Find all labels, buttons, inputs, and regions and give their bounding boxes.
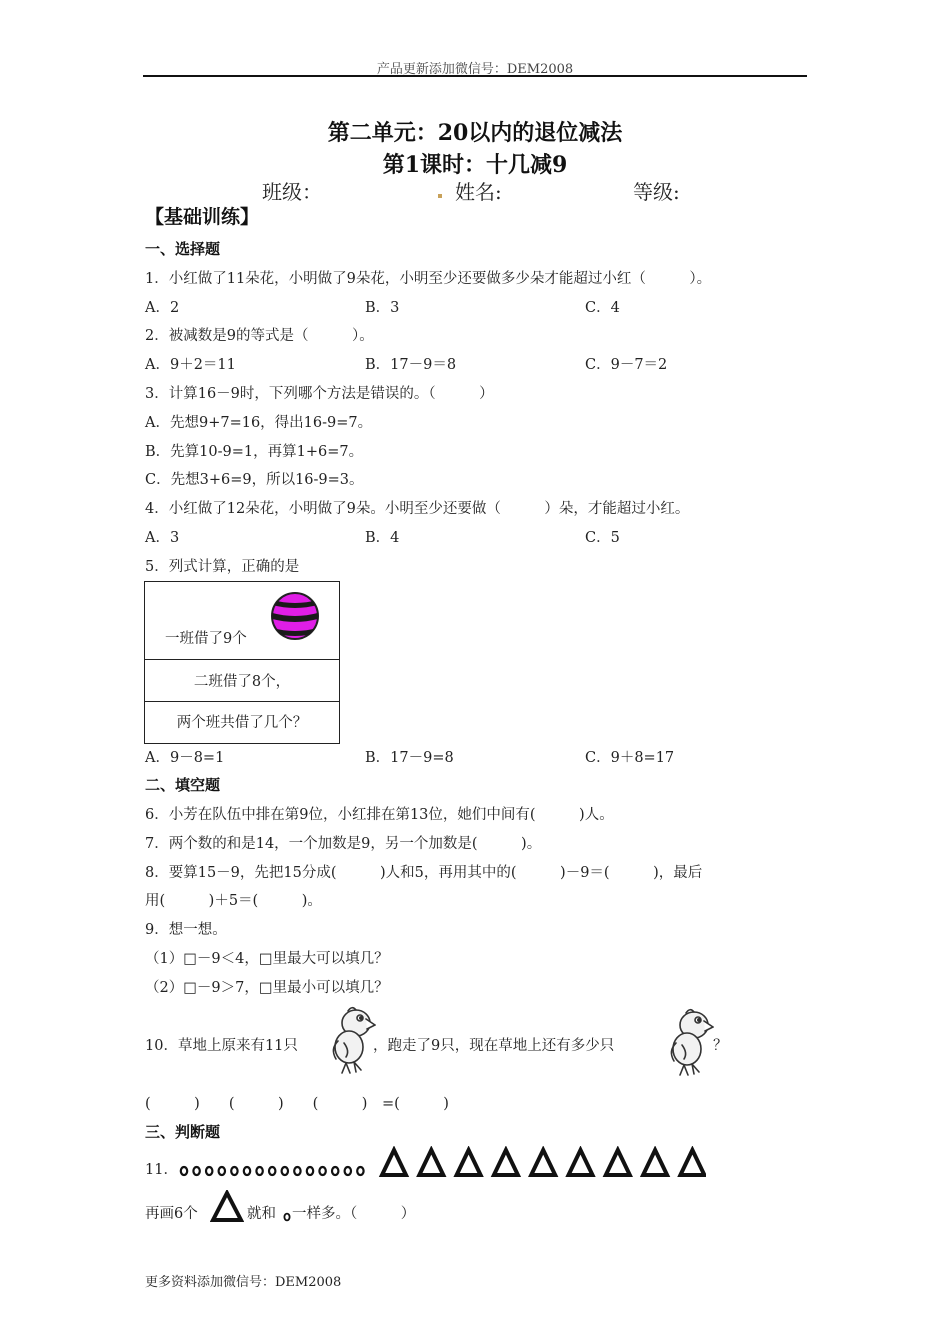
page-footer: 更多资料添加微信号：DEM2008 [145,1275,342,1290]
q4-option-c: C．5 [585,530,620,546]
question-3: 3．计算16－9时，下列哪个方法是错误的。（ ） [145,386,494,402]
triangle-icon [531,1150,555,1175]
box-divider [145,659,339,660]
lesson-title: 第1课时：十几减9 [382,152,568,178]
q3-option-b: B．先算10-9=1，再算1+6=7。 [145,444,364,460]
header-rule [143,75,807,77]
triangle-icon [680,1150,704,1175]
q3-option-a: A．先想9+7=16，得出16-9=7。 [145,415,373,431]
class-label: 班级： [262,180,322,204]
triangle-icon [382,1150,406,1175]
question-6: 6．小芳在队伍中排在第9位，小红排在第13位，她们中间有( )人。 [145,807,614,823]
q4-option-b: B．4 [365,530,400,546]
small-circle-icon [219,1167,225,1175]
question-10-answer-blanks: ( ) ( ) ( ) =( ) [145,1096,449,1112]
triangle-icon [457,1150,481,1175]
triangle-icon [569,1150,593,1175]
bird-icon [664,1005,714,1077]
separator-dot [438,194,442,198]
question-11-part-a: 再画6个 [145,1206,198,1222]
question-9-part-1: （1）□－9＜4，□里最大可以填几？ [145,951,389,967]
small-circle-icon [294,1167,300,1175]
name-label: 姓名: [455,180,502,204]
small-circle-icon [307,1167,313,1175]
small-circle-icon [332,1167,338,1175]
question-7: 7．两个数的和是14，一个加数是9，另一个加数是( )。 [145,836,542,852]
small-circle-icon [319,1167,325,1175]
unit-title: 第二单元：20以内的退位减法 [327,120,623,146]
box-divider [145,701,339,702]
small-circle-icon [206,1167,212,1175]
small-circle-icon [231,1167,237,1175]
triangle-icon [606,1150,630,1175]
q5-option-c: C．9＋8=17 [585,750,675,766]
small-circle-icon [256,1167,262,1175]
small-circle-icon [244,1167,250,1175]
section-basic-training: 【基础训练】 [145,206,260,228]
small-circle-icon [357,1167,363,1175]
q4-option-a: A．3 [145,530,180,546]
question-9: 9．想一想。 [145,922,227,938]
question-9-part-2: （2）□－9＞7，□里最小可以填几？ [145,980,389,996]
question-2: 2．被减数是9的等式是（ ）。 [145,328,374,344]
box-row-3: 两个班共借了几个？ [176,715,308,731]
box-row-2: 二班借了8个， [193,674,291,690]
q2-option-c: C．9－7＝2 [585,357,668,373]
q1-option-b: B．3 [365,300,400,316]
small-circle-icon [269,1167,275,1175]
q2-option-a: A．9＋2＝11 [145,357,236,373]
q2-option-b: B．17－9＝8 [365,357,457,373]
bird-icon [326,1003,376,1075]
small-circle-icon [193,1167,199,1175]
circles-and-triangles-figure [178,1146,706,1180]
question-10-part-b: ，跑走了9只，现在草地上还有多少只 [373,1038,615,1054]
triangle-icon [210,1190,244,1224]
box-row-1: 一班借了9个 [165,631,247,647]
question-10-part-a: 10．草地上原来有11只 [145,1038,298,1054]
triangle-icon [494,1150,518,1175]
question-4: 4．小红做了12朵花，小明做了9朵。小明至少还要做（ ）朵，才能超过小红。 [145,501,690,517]
question-5: 5．列式计算，正确的是 [145,559,300,575]
question-8-line-1: 8．要算15－9，先把15分成( )人和5，再用其中的( )－9＝( )，最后 [145,865,703,881]
question-11-number: 11． [145,1162,178,1178]
q1-option-c: C．4 [585,300,620,316]
triangle-icon [643,1150,667,1175]
question-1: 1．小红做了11朵花，小明做了9朵花，小明至少还要做多少朵才能超过小红（ ）。 [145,271,712,287]
heading-true-false: 三、判断题 [145,1123,221,1141]
q1-option-a: A．2 [145,300,180,316]
heading-fill-in: 二、填空题 [145,776,221,794]
question-10-part-c: ？ [713,1038,728,1054]
small-circle-icon [283,1212,291,1222]
grade-label: 等级: [633,180,680,204]
small-circle-icon [282,1167,288,1175]
q5-info-box [144,581,340,744]
question-11-part-b: 就和 [247,1206,276,1222]
page-header: 产品更新添加微信号：DEM2008 [376,62,574,77]
ball-icon [269,590,321,642]
q5-option-b: B．17－9=8 [365,750,454,766]
small-circle-icon [181,1167,187,1175]
small-circle-icon [345,1167,351,1175]
q5-option-a: A．9－8=1 [145,750,225,766]
heading-multiple-choice: 一、选择题 [145,240,221,258]
question-8-line-2: 用( )＋5＝( )。 [145,893,322,909]
triangle-icon [419,1150,443,1175]
question-11-part-c: 一样多。（ ） [292,1206,416,1222]
q3-option-c: C．先想3+6=9，所以16-9=3。 [145,472,364,488]
